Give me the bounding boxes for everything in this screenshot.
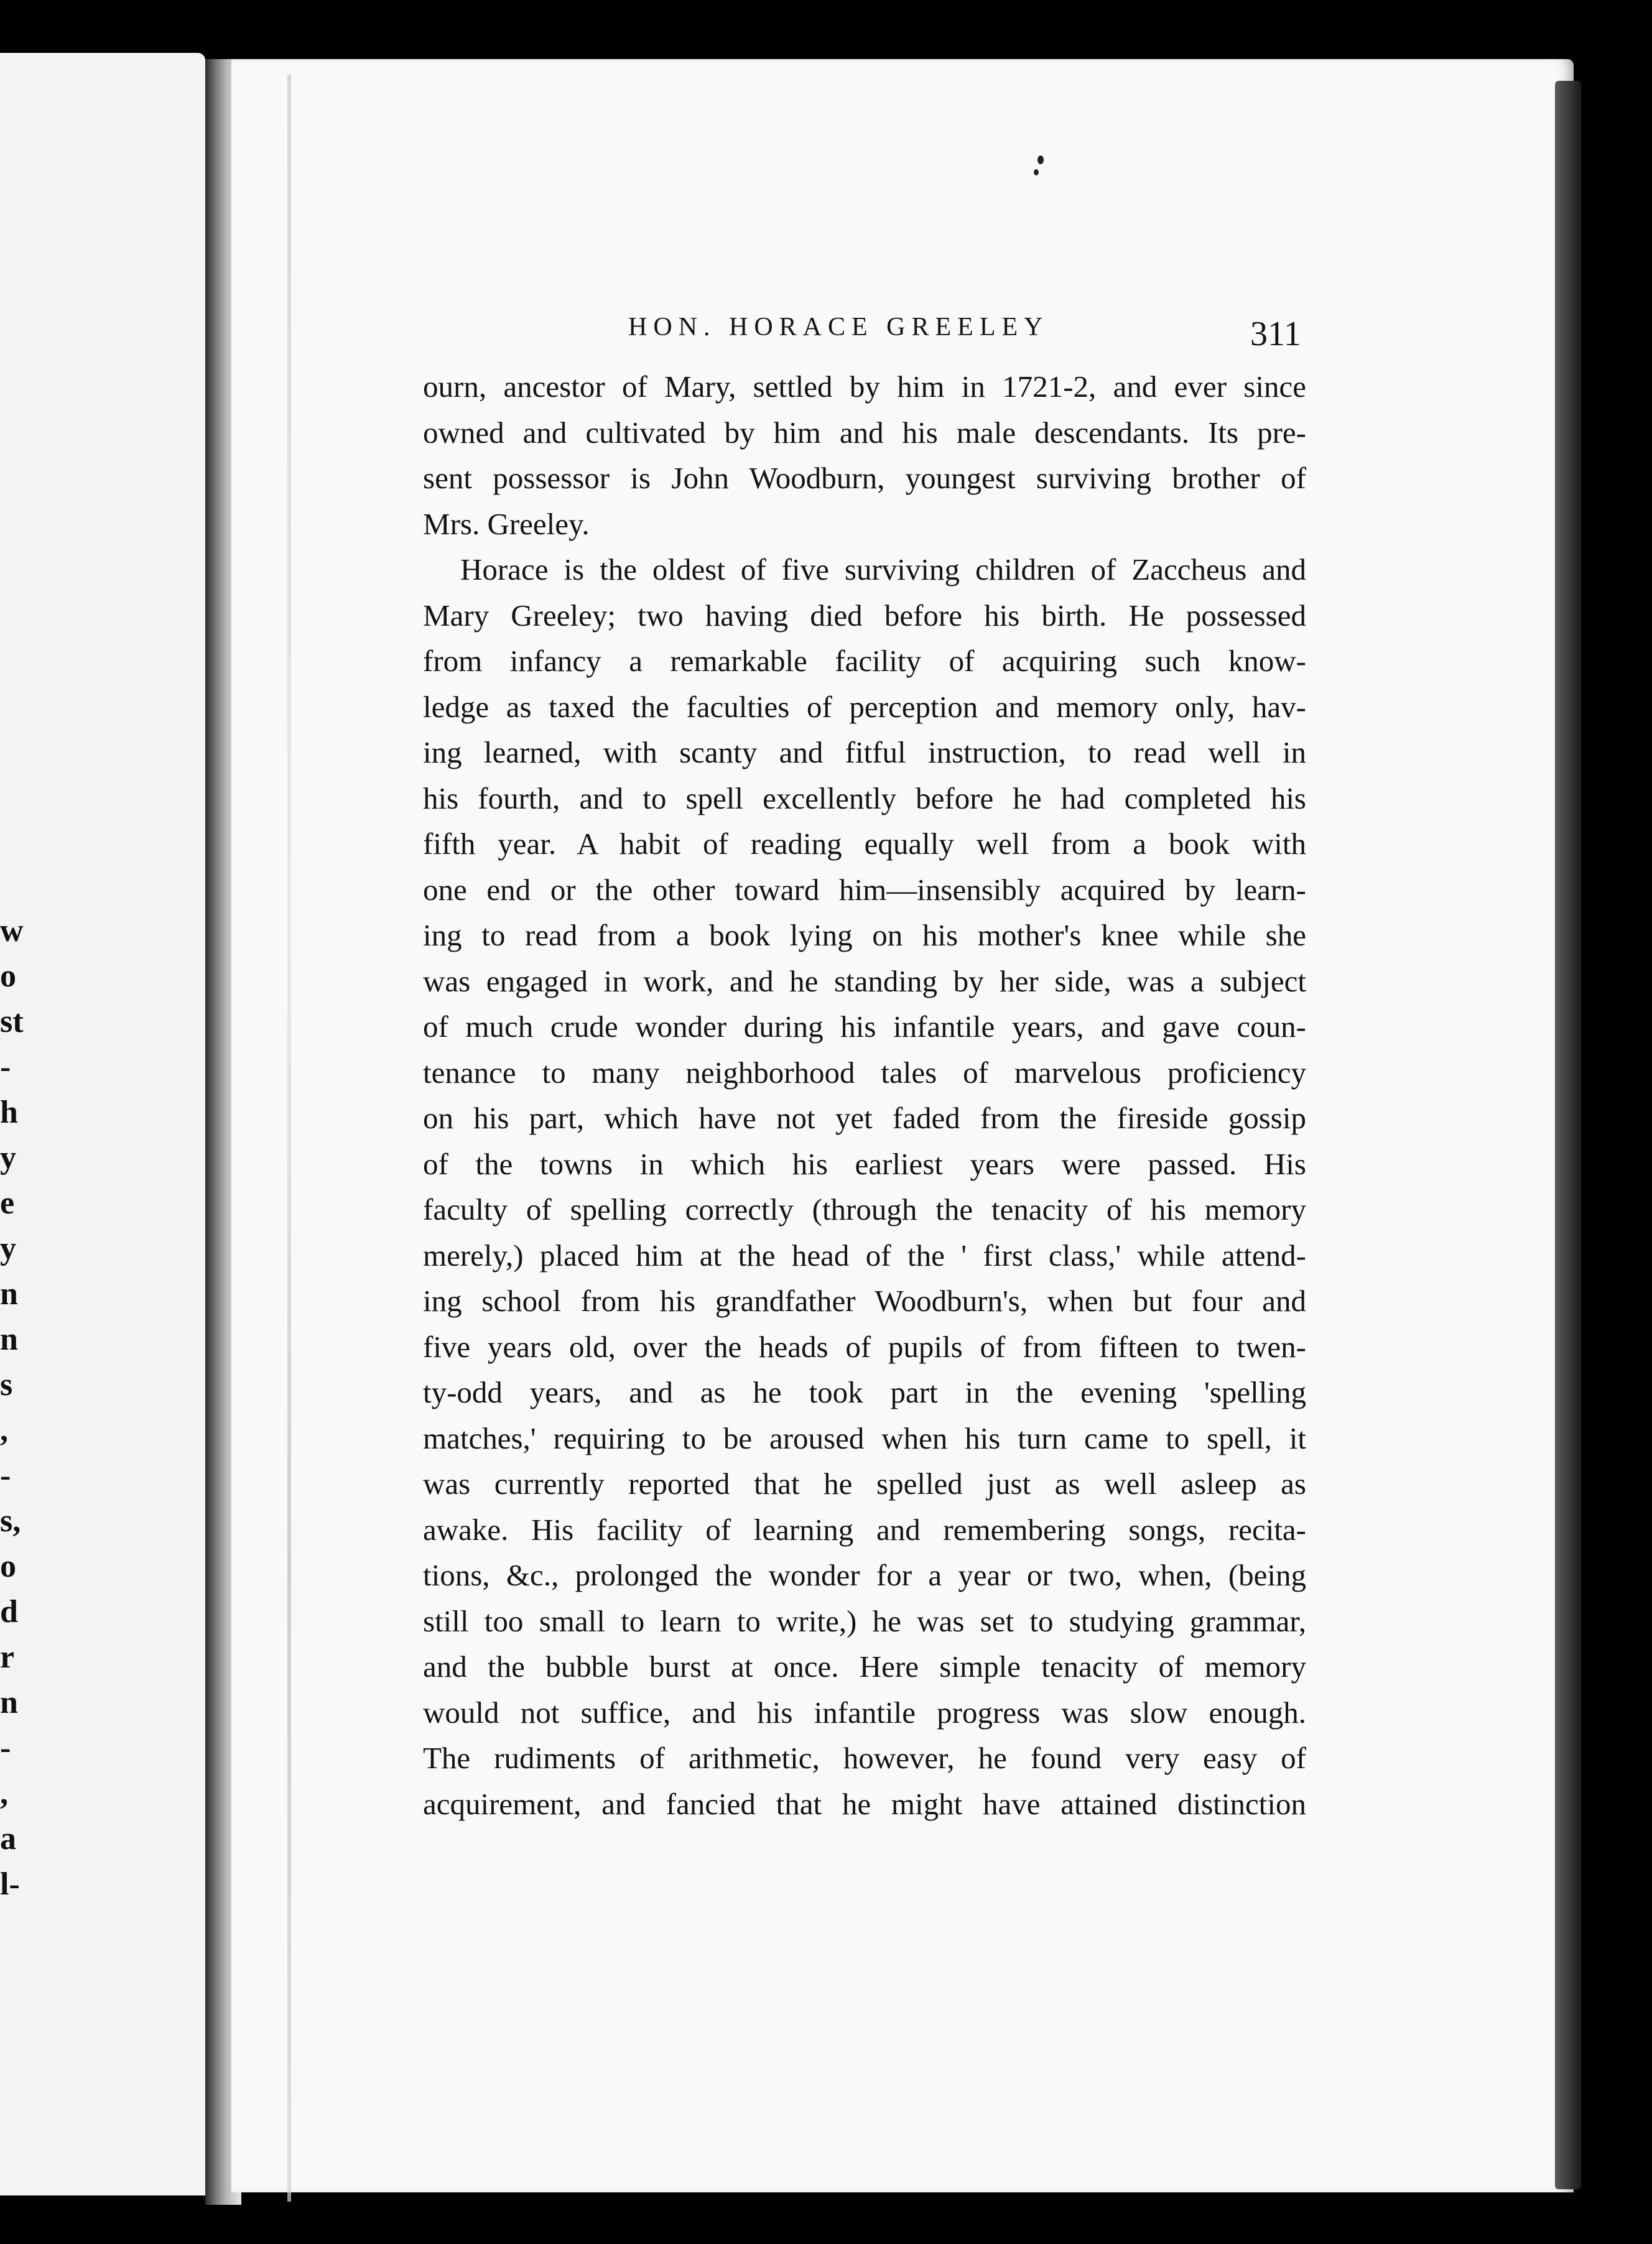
running-head: HON. HORACE GREELEY [628, 313, 1049, 341]
page-edge [1555, 81, 1581, 2189]
fragment: - [0, 1458, 11, 1493]
fragment: o [0, 1549, 16, 1584]
text-line: fifth year. A habit of reading equally well from a book with [423, 827, 1306, 861]
text-line: tenance to many neighborhood tales of marvelous proficiency [423, 1055, 1306, 1090]
text-line: Horace is the oldest of five surviving children of Zaccheus and [460, 552, 1306, 586]
text-line: one end or the other toward him—insensibly acquired by learn- [423, 872, 1306, 907]
fragment: n [0, 1322, 18, 1357]
text-line: ing school from his grandfather Woodburn's, when but four and [423, 1284, 1306, 1318]
fragment: , [0, 1776, 8, 1811]
text-line: of the towns in which his earliest years were passed. His [423, 1146, 1306, 1181]
facing-page [0, 53, 205, 2195]
text-line: The rudiments of arithmetic, however, he found very easy of [423, 1741, 1306, 1775]
text-line: and the bubble burst at once. Here simple tenacity of memory [423, 1649, 1306, 1684]
text-line: was engaged in work, and he standing by her side, was a subject [423, 963, 1306, 998]
fragment: - [0, 1049, 11, 1085]
fragment: , [0, 1412, 8, 1448]
page-crease [287, 75, 291, 2202]
fragment: w [0, 913, 24, 948]
text-line: of much crude wonder during his infantile years, and gave coun- [423, 1009, 1306, 1044]
fragment: r [0, 1639, 15, 1675]
page-body-text [423, 364, 1306, 1827]
text-line: acquirement, and fancied that he might have attained distinction [423, 1786, 1306, 1821]
fragment: o [0, 958, 16, 994]
text-line: ourn, ancestor of Mary, settled by him in 1721-2, and ever since [423, 369, 1306, 404]
text-line: from infancy a remarkable facility of acquiring such know- [423, 644, 1306, 678]
text-line: owned and cultivated by him and his male descendants. Its pre- [423, 415, 1306, 450]
text-line: ledge as taxed the faculties of perception and memory only, hav- [423, 689, 1306, 724]
page-number: 311 [1250, 315, 1301, 353]
text-line: his fourth, and to spell excellently before he had completed his [423, 781, 1306, 815]
fragment: s [0, 1367, 13, 1402]
dust-speck [1037, 155, 1044, 164]
text-line: ing to read from a book lying on his mother's knee while she [423, 918, 1306, 952]
fragment: y [0, 1140, 16, 1175]
text-line: ing learned, with scanty and fitful instruction, to read well in [423, 735, 1306, 769]
fragment: y [0, 1231, 16, 1266]
text-line: Mary Greeley; two having died before his birth. He possessed [423, 598, 1306, 633]
fragment: a [0, 1821, 16, 1857]
text-line: was currently reported that he spelled just as well asleep as [423, 1467, 1306, 1501]
fragment: h [0, 1095, 18, 1130]
fragment: n [0, 1685, 18, 1720]
text-line: merely,) placed him at the head of the ' first class,' while attend- [423, 1238, 1306, 1273]
text-line: awake. His facility of learning and remembering songs, recita- [423, 1512, 1306, 1547]
fragment: e [0, 1185, 15, 1221]
text-line: five years old, over the heads of pupils of from fifteen to twen- [423, 1329, 1306, 1364]
text-line: sent possessor is John Woodburn, youngest surviving brother of [423, 461, 1306, 495]
text-line: on his part, which have not yet faded from the fireside gossip [423, 1101, 1306, 1135]
text-line: still too small to learn to write,) he was set to studying grammar, [423, 1603, 1306, 1638]
fragment: d [0, 1594, 18, 1630]
fragment: l- [0, 1866, 20, 1902]
text-line: Mrs. Greeley. [423, 506, 590, 541]
text-line: tions, &c., prolonged the wonder for a year or two, when, (being [423, 1558, 1306, 1592]
facing-page-text-fragments [0, 908, 44, 1907]
fragment: - [0, 1730, 11, 1766]
fragment: s, [0, 1503, 21, 1539]
text-line: faculty of spelling correctly (through the tenacity of his memory [423, 1192, 1306, 1226]
fragment: n [0, 1276, 18, 1312]
dust-speck [1034, 169, 1039, 175]
text-line: matches,' requiring to be aroused when his turn came to spell, it [423, 1421, 1306, 1455]
text-line: would not suffice, and his infantile progress was slow enough. [423, 1695, 1306, 1730]
text-line: ty-odd years, and as he took part in the evening 'spelling [423, 1375, 1306, 1409]
fragment: st [0, 1004, 24, 1039]
